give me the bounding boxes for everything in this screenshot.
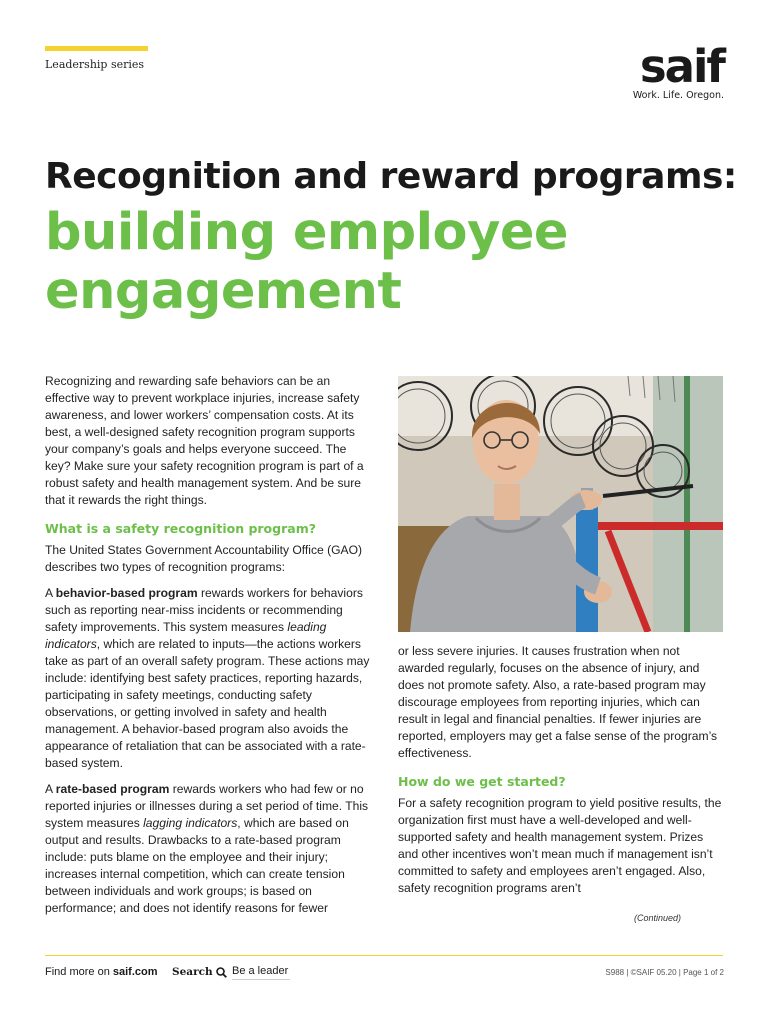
right-column bbox=[398, 643, 724, 906]
search-label bbox=[172, 966, 227, 978]
bike-mechanic-photo bbox=[398, 376, 723, 632]
text-run: rewards workers for behaviors such as reporting near-miss incidents or recommending safety improvements. This system measures bbox=[45, 586, 363, 634]
logo-tagline: Work. Life. Oregon. bbox=[632, 90, 724, 101]
left-column bbox=[45, 373, 370, 926]
gao-paragraph: The United States Government Accountability Office (GAO) describes two types of recognition programs: bbox=[45, 543, 363, 574]
section-heading-started: How do we get started? bbox=[398, 774, 566, 789]
logo-word: saif bbox=[639, 40, 724, 93]
behavior-based-paragraph bbox=[45, 585, 370, 772]
find-more-text: Find more on bbox=[45, 966, 113, 978]
text-run: A bbox=[45, 782, 56, 796]
lagging-indicators-term: lagging indicators bbox=[143, 816, 238, 830]
getting-started-paragraph: For a safety recognition program to yield positive results, the organization first must have a well-developed and well-supported safety and health management system. Prizes and other incentives won’t mean much if management isn’t committed to safety and employees aren’t engaged. Also, safety recognition programs aren’t bbox=[398, 796, 722, 895]
section-heading-what: What is a safety recognition program? bbox=[45, 521, 316, 536]
search-term[interactable]: Be a leader bbox=[232, 965, 290, 980]
accent-bar bbox=[45, 46, 148, 51]
page-title: Recognition and reward programs: bbox=[45, 156, 737, 197]
series-label: Leadership series bbox=[45, 58, 145, 71]
search-text: Search bbox=[172, 966, 213, 978]
photo-illustration bbox=[398, 376, 723, 632]
saif-logo[interactable] bbox=[604, 40, 724, 101]
text-run: , which are based on output and results. Drawbacks to a rate-based program include: puts blame on the employee and their injury; increases internal competition, which can create tension between individuals and work groups; is based on performance; and does not identify reasons for fewer bbox=[45, 816, 349, 915]
saif-link[interactable]: saif.com bbox=[112, 966, 158, 978]
search-icon bbox=[216, 967, 227, 978]
intro-paragraph: Recognizing and rewarding safe behaviors can be an effective way to prevent workplace injuries, increase safety awareness, and lower workers’ compensation costs. At its best, a well-designed safety recognition program supports your company’s goals and helps everyone succeed. The key? Make sure your safety recognition program is part of a robust safety and health management system. And be sure that it rewards the right things. bbox=[45, 374, 364, 507]
leading-indicators-term: leading indicators bbox=[45, 620, 327, 651]
text-run: rewards workers who had few or no reported injuries or illnesses during a set period of time. This system measures bbox=[45, 782, 369, 830]
rate-based-continued: or less severe injuries. It causes frustration when not awarded regularly, focuses on the absence of injury, and does not promote safety. Also, a rate-based program may discourage employees from reporting injuries, which can result in legal and financial penalties. If fewer injuries are reported, employers may get a false sense of the program’s effectiveness. bbox=[398, 644, 718, 760]
text-run: A bbox=[45, 586, 56, 600]
text-run: , which are related to inputs—the actions workers take as part of an overall safety program. These actions may include: identifying best safety practices, reporting hazards, participating in safety meetings, conducting safety observations, or getting involved in safety and health management. A behavior-based program also avoids the appearance of retaliation that can be associated with a rate-based system. bbox=[45, 637, 370, 770]
rate-based-paragraph bbox=[45, 781, 370, 917]
continued-note: (Continued) bbox=[634, 913, 682, 923]
document-info: S988 | ©SAIF 05.20 | Page 1 of 2 bbox=[605, 968, 724, 977]
footer-find-more bbox=[45, 966, 158, 978]
rate-based-term: rate-based program bbox=[55, 782, 170, 796]
page-subtitle: building employee engagement bbox=[45, 203, 569, 321]
behavior-based-term: behavior-based program bbox=[55, 586, 198, 600]
footer-divider bbox=[45, 955, 723, 956]
